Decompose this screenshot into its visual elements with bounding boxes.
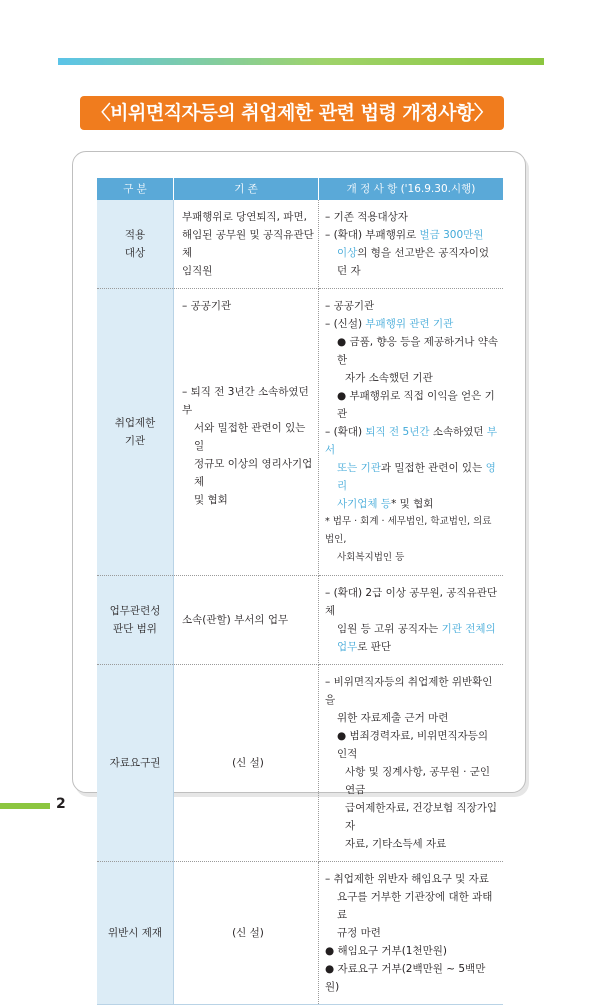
category-cell: 취업제한 기관 — [97, 289, 174, 576]
table-row — [97, 200, 503, 289]
table-row — [97, 576, 503, 665]
new-cell: – 공공기관 – (신설) 부패행위 관련 기관 ● 금품, 향응 등을 제공하거나 약속한 자가 소속했던 기관 ● 부패행위로 직접 이익을 얻은 기관 – (확대) 퇴직 전 5년간 소속하였던 부서 또는 기관과 밀접한 관련이 있는 영리 사기업체 등* 및 협회 * 법무 · 회계 · 세무법인, 학교법인, 의료법인, 사회복지법인 등 — [319, 289, 504, 576]
category-cell: 적용 대상 — [97, 200, 174, 289]
category-cell: 위반시 제재 — [97, 862, 174, 1005]
header-category: 구 분 — [97, 178, 174, 200]
old-cell: 소속(관할) 부서의 업무 — [174, 576, 319, 665]
new-cell: – 비위면직자등의 취업제한 위반확인을 위한 자료제출 근거 마련 ● 범죄경력자료, 비위면직자등의 인적 사항 및 징계사항, 공무원 · 군인연금 급여제한자료, 건강보험 직장가입자 자료, 기타소득세 자료 — [319, 665, 504, 862]
comparison-table — [97, 178, 503, 1005]
page-number: 2 — [56, 796, 66, 812]
new-cell: – 기존 적용대상자 – (확대) 부패행위로 벌금 300만원 이상의 형을 선고받은 공직자이었던 자 — [319, 200, 504, 289]
table-row — [97, 289, 503, 576]
top-gradient-bar — [58, 58, 544, 65]
header-new: 개 정 사 항 ('16.9.30.시행) — [319, 178, 504, 200]
old-cell: 부패행위로 당연퇴직, 파면, 해임된 공무원 및 공직유관단체 임직원 — [174, 200, 319, 289]
banner-title: 〈비위면직자등의 취업제한 관련 법령 개정사항〉 — [91, 102, 493, 124]
old-cell: (신 설) — [174, 862, 319, 1005]
category-cell: 자료요구권 — [97, 665, 174, 862]
title-banner — [80, 96, 504, 136]
header-old: 기 존 — [174, 178, 319, 200]
old-cell: – 공공기관 – 퇴직 전 3년간 소속하였던 부 서와 밀접한 관련이 있는 일 정규모 이상의 영리사기업체 및 협회 — [174, 289, 319, 576]
category-cell: 업무관련성 판단 범위 — [97, 576, 174, 665]
content-panel — [72, 151, 526, 993]
table-header-row — [97, 178, 503, 200]
table-row — [97, 665, 503, 862]
new-cell: – (확대) 2급 이상 공무원, 공직유관단체 임원 등 고위 공직자는 기관 전체의 업무로 판단 — [319, 576, 504, 665]
page-number-bar — [0, 803, 50, 809]
table-row — [97, 862, 503, 1005]
old-cell: (신 설) — [174, 665, 319, 862]
new-cell: – 취업제한 위반자 해임요구 및 자료 요구를 거부한 기관장에 대한 과태료 규정 마련 ● 해임요구 거부(1천만원) ● 자료요구 거부(2백만원 ~ 5백만원) — [319, 862, 504, 1005]
